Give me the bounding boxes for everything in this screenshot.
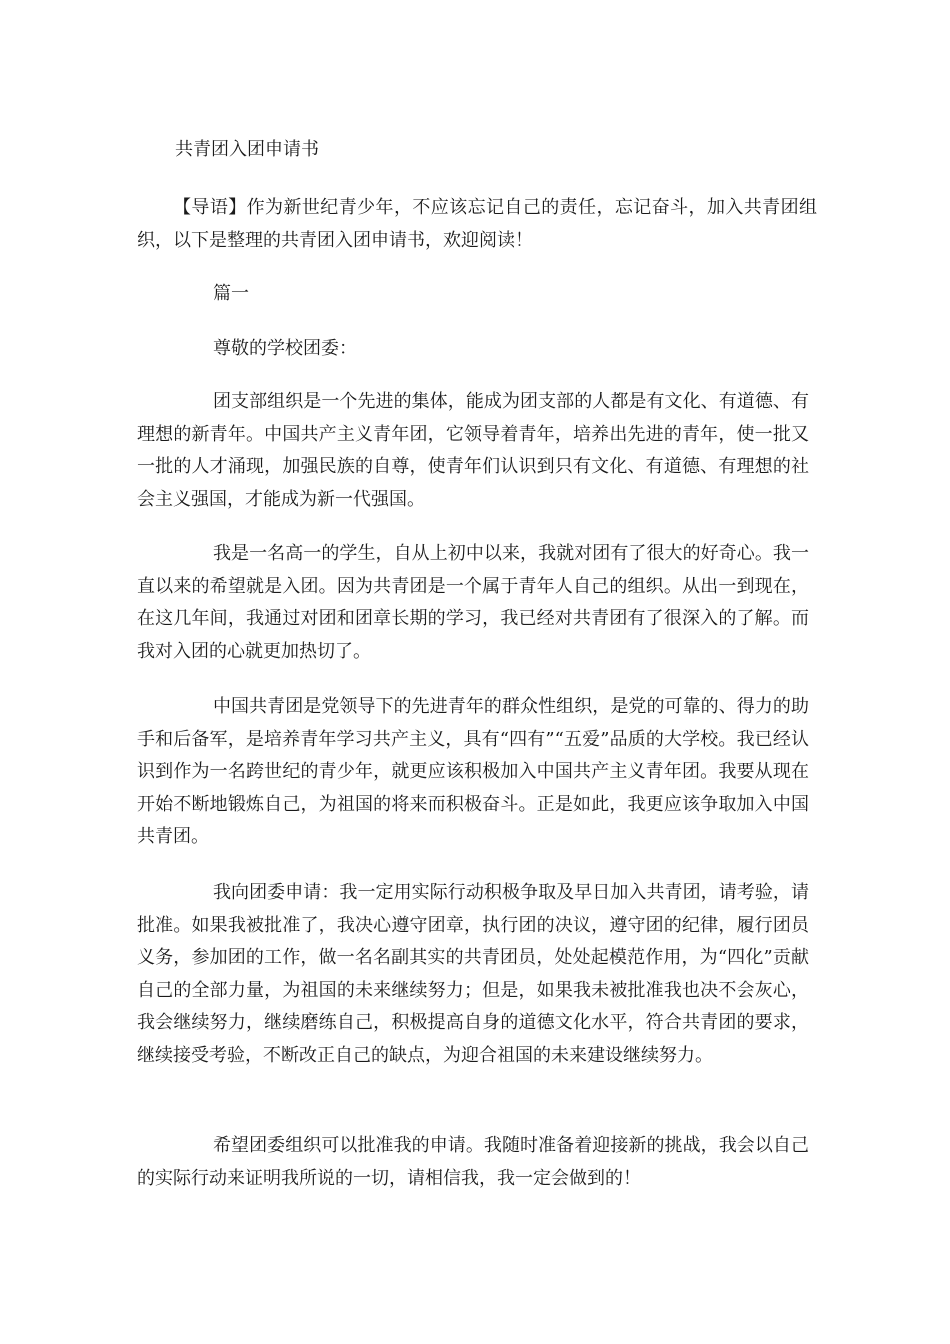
body-paragraph-1: 团支部组织是一个先进的集体，能成为团支部的人都是有文化、有道德、有理想的新青年。中国共产主义青年团，它领导着青年，培养出先进的青年，使一批又一批的人才涌现，加强民族的自尊，使青年们认识到只有文化、有道德、有理想的社会主义强国，才能成为新一代强国。 [137, 391, 809, 510]
body-paragraph-4: 我向团委申请：我一定用实际行动积极争取及早日加入共青团，请考验，请批准。如果我被批准了，我决心遵守团章，执行团的决议，遵守团的纪律，履行团员义务，参加团的工作，做一名名副其实的共青团员，处处起模范作用，为“四化”贡献自己的全部力量，为祖国的未来继续努力；但是，如果我未被批准我也决不会灰心，我会继续努力，继续磨练自己，积极提高自身的道德文化水平，符合共青团的要求，继续接受考验，不断改正自己的缺点，为迎合祖国的未来建设继续努力。 [137, 882, 809, 1066]
intro-paragraph: 【导语】作为新世纪青少年，不应该忘记自己的责任，忘记奋斗，加入共青团组织，以下是整理的共青团入团申请书，欢迎阅读！ [137, 197, 817, 251]
body-paragraph-2: 我是一名高一的学生，自从上初中以来，我就对团有了很大的好奇心。我一直以来的希望就是入团。因为共青团是一个属于青年人自己的组织。从出一到现在，在这几年间，我通过对团和团章长期的学习，我已经对共青团有了很深入的了解。而我对入团的心就更加热切了。 [137, 543, 809, 662]
body-paragraph-3: 中国共青团是党领导下的先进青年的群众性组织，是党的可靠的、得力的助手和后备军，是培养青年学习共产主义，具有“四有”“五爱”品质的大学校。我已经认识到作为一名跨世纪的青少年，就更应该积极加入中国共产主义青年团。我要从现在开始不断地锻炼自己，为祖国的将来而积极奋斗。正是如此，我更应该争取加入中国共青团。 [137, 696, 809, 847]
document-title: 共青团入团申请书 [175, 139, 319, 160]
section-label: 篇一 [213, 283, 249, 304]
body-paragraph-5: 希望团委组织可以批准我的申请。我随时准备着迎接新的挑战，我会以自己的实际行动来证明我所说的一切，请相信我，我一定会做到的！ [137, 1135, 809, 1189]
salutation: 尊敬的学校团委： [213, 338, 357, 359]
